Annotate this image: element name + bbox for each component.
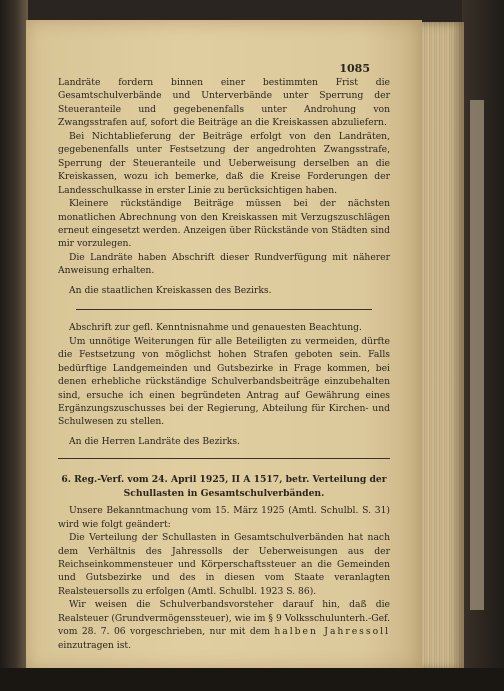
paragraph: Bei Nichtablieferung der Beiträge erfolgt von den Landräten, gegebenenfalls unter Festsetzung der angedrohten Zwangsstrafe, Sperrung der Steueranteile und Ueberweisung derselben an die Kreiskassen, wozu ich bemerke, daß die Kreise Forderungen der Landesschulkasse in erster Linie zu berücksichtigen haben. <box>58 130 390 196</box>
addressee-line: An die staatlichen Kreiskassen des Bezirks. <box>69 284 272 296</box>
book-gutter-left <box>0 0 28 691</box>
page-edges <box>420 22 464 670</box>
paragraph: Die Verteilung der Schullasten in Gesamtschulverbänden hat nach dem Verhältnis des Jahressolls der Ueberweisungen aus der Reichseinkommensteuer und Körperschaftssteuer an die Gemeinden und Gutsbezirke und des in diesen vom Staate veranlagten Realsteuersolls zu erfolgen (Amtl. Schulbl. 1923 S. 86). <box>58 532 390 597</box>
book-binding <box>462 0 504 691</box>
bottom-shadow <box>0 668 504 691</box>
paragraph: Unsere Bekanntmachung vom 15. März 1925 (Amtl. Schulbl. S. 31) wird wie folgt geändert: <box>58 505 390 530</box>
divider <box>76 309 372 310</box>
page-number: 1085 <box>339 62 370 75</box>
paragraph-text: Wir weisen die Schulverbandsvorsteher darauf hin, daß die Realsteuer (Grundvermögenssteuer), wie im § 9 Volksschulunterh.-Gef. vom 28. 7. 06 vorgeschrieben, nur mit dem <box>58 599 390 638</box>
page-content <box>58 76 390 652</box>
paragraph: Kleinere rückständige Beiträge müssen bei der nächsten monatlichen Abrechnung von den Kreiskassen mit Verzugszuschlägen erneut eingesetzt werden. Anzeigen über Rückstände von Städten sind mir vorzulegen. <box>58 198 390 250</box>
paragraph: Abschrift zur gefl. Kenntnisnahme und genauesten Beachtung. <box>69 322 362 334</box>
paragraph <box>58 598 390 652</box>
paragraph: Um unnötige Weiterungen für alle Beteiligten zu vermeiden, dürfte die Festsetzung von möglichst hohen Strafen geboten sein. Falls bedürftige Landgemeinden und Gutsbezirke in Frage kommen, bei denen erhebliche rückständige Schulverbandsbeiträge einzubehalten sind, ersuche ich einen begründeten Antrag auf Gewährung eines Ergänzungszuschusses bei der Regierung, Abteilung für Kirchen- und Schulwesen zu stellen. <box>58 335 390 428</box>
addressee-line: An die Herren Landräte des Bezirks. <box>69 435 240 447</box>
section-heading: 6. Reg.-Verf. vom 24. April 1925, II A 1517, betr. Verteilung der Schullasten in Gesamtschulverbänden. <box>61 474 387 499</box>
emphasized-text: halben Jahressoll <box>274 626 391 638</box>
binding-tape <box>470 100 484 610</box>
divider <box>58 458 390 459</box>
paragraph: Die Landräte haben Abschrift dieser Rundverfügung mit näherer Anweisung erhalten. <box>58 251 390 277</box>
document-page <box>26 20 422 670</box>
paragraph: Landräte fordern binnen einer bestimmten Frist die Gesamtschulverbände und Unterverbände unter Sperrung der Steueranteile und gegebenenfalls unter Androhung von Zwangsstrafen auf, sofort die Beiträge an die Kreiskassen abzuliefern. <box>58 77 390 129</box>
paragraph-text: einzutragen ist. <box>58 639 132 651</box>
